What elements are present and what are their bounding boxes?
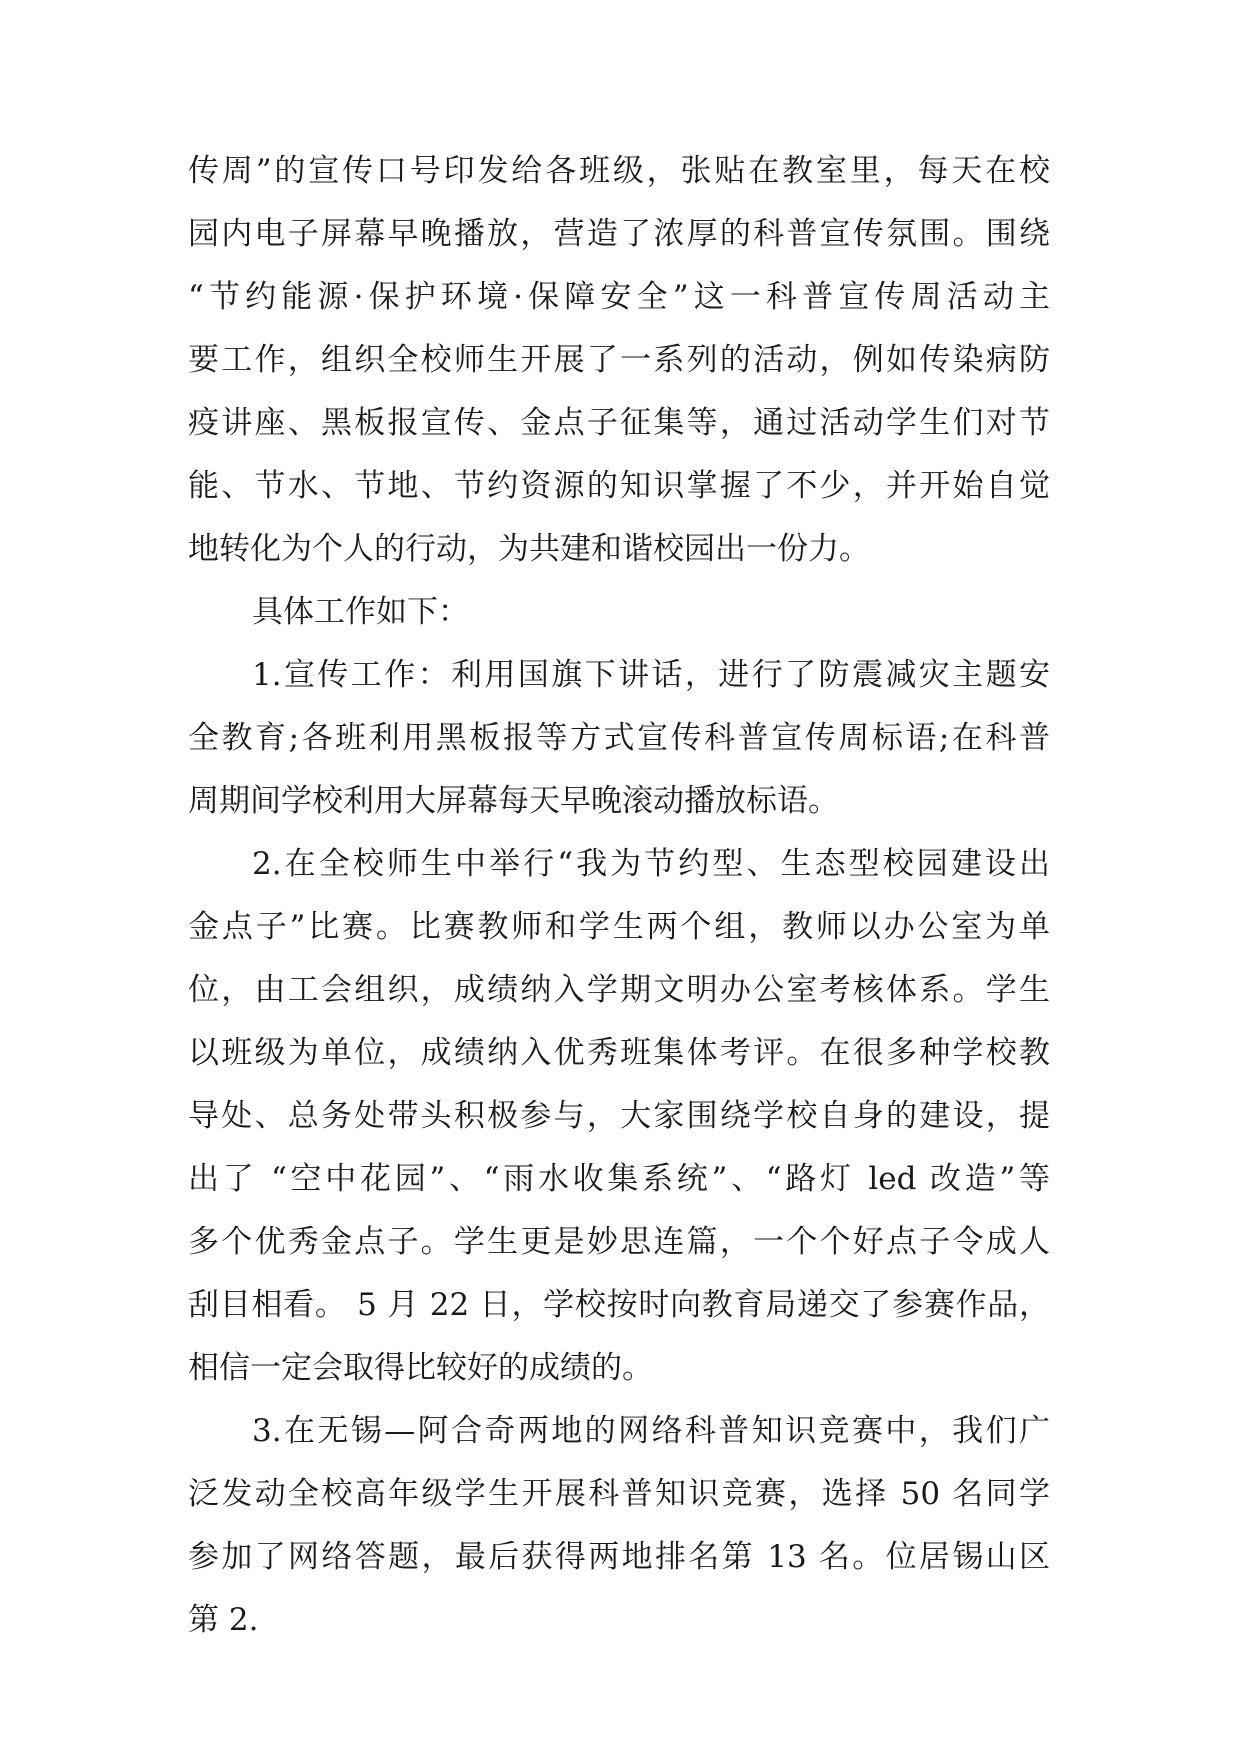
- text-line: 参加了网络答题，最后获得两地排名第 13 名。位居锡山区: [188, 1539, 1050, 1575]
- text-line: 3.在无锡—阿合奇两地的网络科普知识竞赛中，我们广: [252, 1413, 1050, 1449]
- item-2-paragraph: [188, 833, 1050, 1400]
- text-line: 位，由工会组织，成绩纳入学期文明办公室考核体系。学生: [188, 972, 1050, 1008]
- text-line: 园内电子屏幕早晚播放，营造了浓厚的科普宣传氛围。围绕: [188, 216, 1050, 252]
- text-line: 多个优秀金点子。学生更是妙思连篇，一个个好点子令成人: [188, 1224, 1050, 1260]
- text-line: 要工作，组织全校师生开展了一系列的活动，例如传染病防: [188, 342, 1050, 378]
- item-1-paragraph: [188, 644, 1050, 833]
- text-line: 出了 “空中花园”、“雨水收集系统”、“路灯 led 改造”等: [188, 1161, 1050, 1197]
- text-line: 导处、总务处带头积极参与，大家围绕学校自身的建设，提: [188, 1098, 1050, 1134]
- intro-paragraph: [188, 140, 1050, 581]
- document-page: [188, 140, 1050, 1652]
- text-line: 2.在全校师生中举行“我为节约型、生态型校园建设出: [252, 846, 1050, 882]
- text-line: 传周”的宣传口号印发给各班级，张贴在教室里，每天在校: [188, 153, 1050, 189]
- text-line: 能、节水、节地、节约资源的知识掌握了不少，并开始自觉: [188, 468, 1050, 504]
- text-line: 全教育;各班利用黑板报等方式宣传科普宣传周标语;在科普: [188, 720, 1050, 756]
- text-line: 疫讲座、黑板报宣传、金点子征集等，通过活动学生们对节: [188, 405, 1050, 441]
- text-line: 第 2.: [188, 1602, 259, 1638]
- text-line: 地转化为个人的行动，为共建和谐校园出一份力。: [188, 531, 870, 567]
- text-line: 具体工作如下：: [252, 594, 469, 630]
- text-line: “节约能源·保护环境·保障安全”这一科普宣传周活动主: [188, 279, 1050, 315]
- text-line: 刮目相看。 5 月 22 日，学校按时向教育局递交了参赛作品，: [188, 1287, 1050, 1323]
- item-3-paragraph: [188, 1400, 1050, 1652]
- text-line: 金点子”比赛。比赛教师和学生两个组，教师以办公室为单: [188, 909, 1050, 945]
- text-line: 相信一定会取得比较好的成绩的。: [188, 1350, 653, 1386]
- text-line: 周期间学校利用大屏幕每天早晚滚动播放标语。: [188, 783, 839, 819]
- text-line: 1.宣传工作：利用国旗下讲话，进行了防震减灾主题安: [252, 657, 1050, 693]
- text-line: 以班级为单位，成绩纳入优秀班集体考评。在很多种学校教: [188, 1035, 1050, 1071]
- work-heading-paragraph: [188, 581, 1050, 644]
- text-line: 泛发动全校高年级学生开展科普知识竞赛，选择 50 名同学: [188, 1476, 1050, 1512]
